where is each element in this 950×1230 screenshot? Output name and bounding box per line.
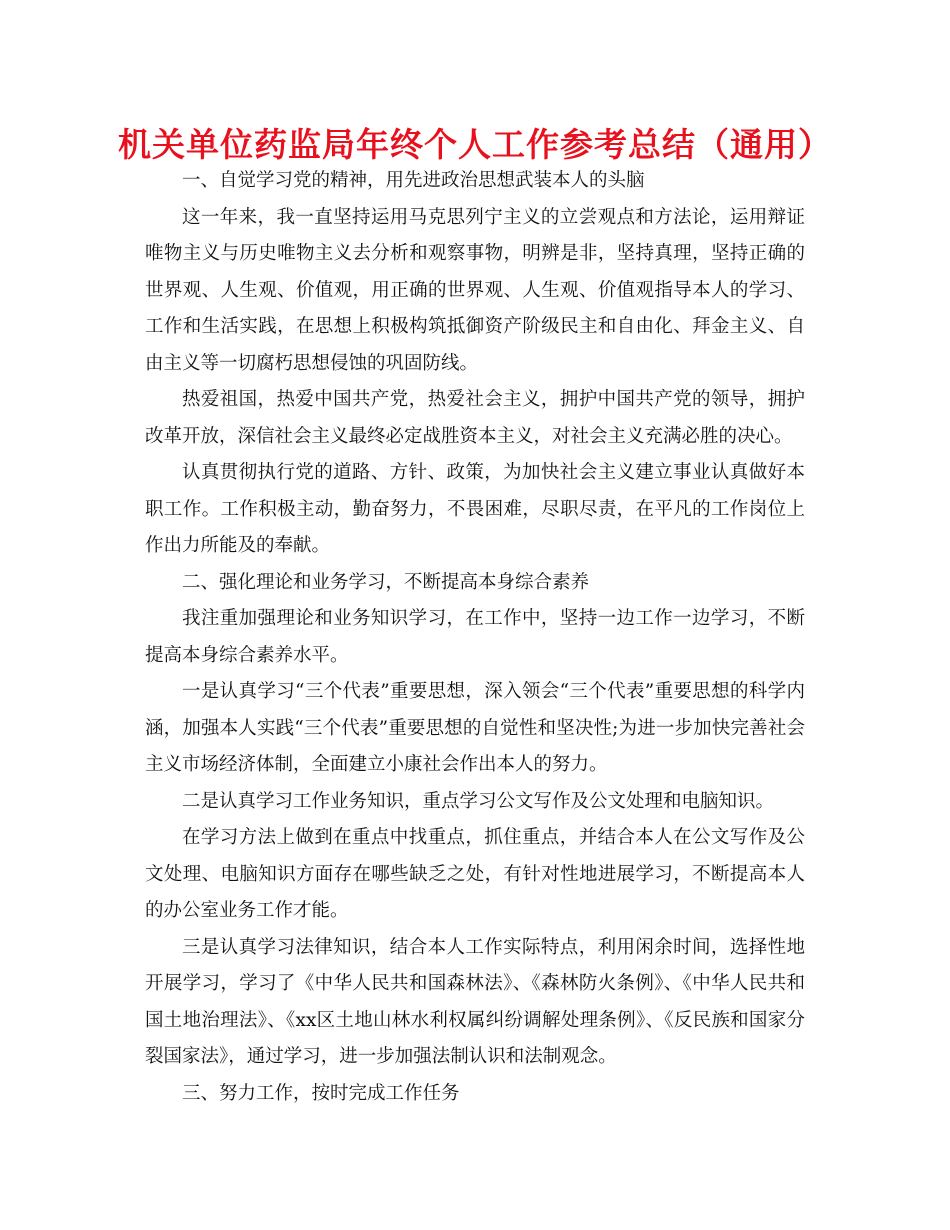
paragraph: 一是认真学习“三个代表”重要思想，深入领会“三个代表”重要思想的科学内涵，加强本人实践“三个代表”重要思想的自觉性和坚决性;为进一步加快完善社会主义市场经济体制，全面建立小康社会作出本人的努力。 bbox=[145, 681, 805, 775]
section-heading-2: 二、强化理论和业务学习，不断提高本身综合素养 bbox=[182, 571, 590, 593]
paragraph: 认真贯彻执行党的道路、方针、政策，为加快社会主义建立事业认真做好本职工作。工作积极主动，勤奋努力，不畏困难，尽职尽责，在平凡的工作岗位上作出力所能及的奉献。 bbox=[145, 462, 805, 556]
section-heading-1: 一、自觉学习党的精神，用先进政治思想武装本人的头脑 bbox=[182, 170, 645, 191]
paragraph: 在学习方法上做到在重点中找重点，抓住重点，并结合本人在公文写作及公文处理、电脑知识方面存在哪些缺乏之处，有针对性地进展学习，不断提高本人的办公室业务工作才能。 bbox=[145, 827, 805, 921]
document-title: 机关单位药监局年终个人工作参考总结（通用） bbox=[118, 125, 832, 164]
document-body bbox=[145, 163, 805, 1112]
paragraph: 热爱祖国，热爱中国共产党，热爱社会主义，拥护中国共产党的领导，拥护改革开放，深信社会主义最终必定战胜资本主义，对社会主义充满必胜的决心。 bbox=[145, 389, 805, 447]
paragraph: 三是认真学习法律知识，结合本人工作实际特点，利用闲余时间，选择性地开展学习，学习了《中华人民共和国森林法》、《森林防火条例》、《中华人民共和国土地治理法》、《xx区土地山林水利权属纠纷调解处理条例》、《反民族和国家分裂国家法》，通过学习，进一步加强法制认识和法制观念。 bbox=[145, 936, 805, 1067]
paragraph: 这一年来，我一直坚持运用马克思列宁主义的立尝观点和方法论，运用辩证唯物主义与历史唯物主义去分析和观察事物，明辨是非，坚持真理，坚持正确的世界观、人生观、价值观，用正确的世界观、人生观、价值观指导本人的学习、工作和生活实践，在思想上积极构筑抵御资产阶级民主和自由化、拜金主义、自由主义等一切腐朽思想侵蚀的巩固防线。 bbox=[145, 206, 805, 374]
paragraph: 二是认真学习工作业务知识，重点学习公文写作及公文处理和电脑知识。 bbox=[182, 790, 775, 812]
paragraph: 我注重加强理论和业务知识学习，在工作中，坚持一边工作一边学习，不断提高本身综合素养水平。 bbox=[145, 608, 805, 666]
section-heading-3: 三、努力工作，按时完成工作任务 bbox=[182, 1082, 460, 1104]
